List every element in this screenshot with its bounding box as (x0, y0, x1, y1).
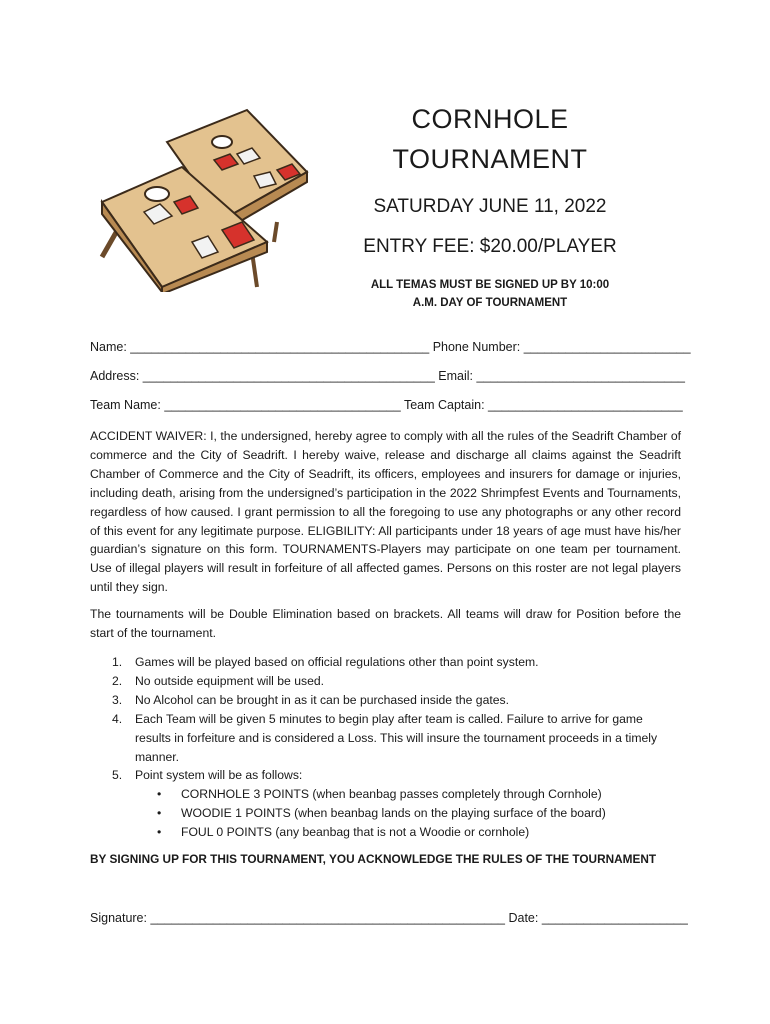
points-item: • FOUL 0 POINTS (any beanbag that is not a Woodie or cornhole) (135, 823, 681, 842)
cornhole-boards-illustration (92, 102, 332, 292)
deadline-line2: A.M. DAY OF TOURNAMENT (412, 297, 568, 309)
name-phone-field[interactable]: Name: ___________________________________________ Phone Number: ________________________ (90, 340, 691, 354)
points-item: • CORNHOLE 3 POINTS (when beanbag passes completely through Cornhole) (135, 785, 681, 804)
rule-item: 4. Each Team will be given 5 minutes to begin play after team is called. Failure to arrive for game results in forfeiture and is considered a Loss. This will insure the tournament proceeds in a timely manner. (112, 711, 658, 764)
title-line1: CORNHOLE (411, 104, 569, 134)
rule-item: 2. No outside equipment will be used. (112, 673, 325, 688)
rule-item: 1. Games will be played based on official regulations other than point system. (112, 655, 539, 669)
entry-fee: ENTRY FEE: $20.00/PLAYER (363, 236, 617, 257)
signature-date-field[interactable]: Signature: ___________________________________________________ Date: _____________________ (90, 911, 688, 925)
tournament-intro: The tournaments will be Double Elimination based on brackets. All teams will draw for Position before the start of the tournament. (90, 607, 681, 640)
bullet-icon: • (157, 806, 162, 821)
title-line2: TOURNAMENT (392, 144, 588, 174)
acknowledgement: BY SIGNING UP FOR THIS TOURNAMENT, YOU ACKNOWLEDGE THE RULES OF THE TOURNAMENT (90, 852, 657, 866)
points-list (135, 785, 681, 842)
deadline-line1: ALL TEMAS MUST BE SIGNED UP BY 10:00 (370, 279, 610, 291)
rules-list (90, 653, 681, 842)
rule-item: 5. Point system will be as follows: • CORNHOLE 3 POINTS (when beanbag passes completely through Cornhole) • WOODIE 1 POINTS (when beanbag lands on the playing surface of the board) • FOUL 0 POINTS (any beanbag that is not a Woodie or cornhole) (90, 766, 681, 842)
address-email-field[interactable]: Address: __________________________________________ Email: ______________________________ (90, 369, 686, 383)
points-item: • WOODIE 1 POINTS (when beanbag lands on the playing surface of the board) (135, 804, 681, 823)
bullet-icon: • (157, 825, 162, 840)
team-captain-field[interactable]: Team Name: __________________________________ Team Captain: ____________________________ (90, 398, 683, 412)
signup-deadline (340, 276, 640, 312)
event-date: SATURDAY JUNE 11, 2022 (373, 196, 607, 217)
bullet-icon: • (157, 787, 162, 802)
accident-waiver: ACCIDENT WAIVER: I, the undersigned, hereby agree to comply with all the rules of the Seadrift Chamber of commerce and the City of Seadrift. I hereby waive, release and discharge all claims against the Seadrift Chamber of Commerce and the City of Seadrift, its officers, employees and insurers for damage or injuries, including death, arising from the undersigned’s participation in the 2022 Shrimpfest Events and Tournaments, regardless of how caused. I grant permission to all the foregoing to use any photographs or any other record of this event for any legitimate purpose. ELIGBILITY: All participants under 18 years of age must have his/her guardian’s signature on this form. TOURNAMENTS-Players may participate on one team per tournament. Use of illegal players will result in forfeiture of all affected games. Persons on this roster are not legal players until they sign. (90, 429, 681, 595)
rule-item: 3. No Alcohol can be brought in as it can be purchased inside the gates. (112, 692, 509, 707)
